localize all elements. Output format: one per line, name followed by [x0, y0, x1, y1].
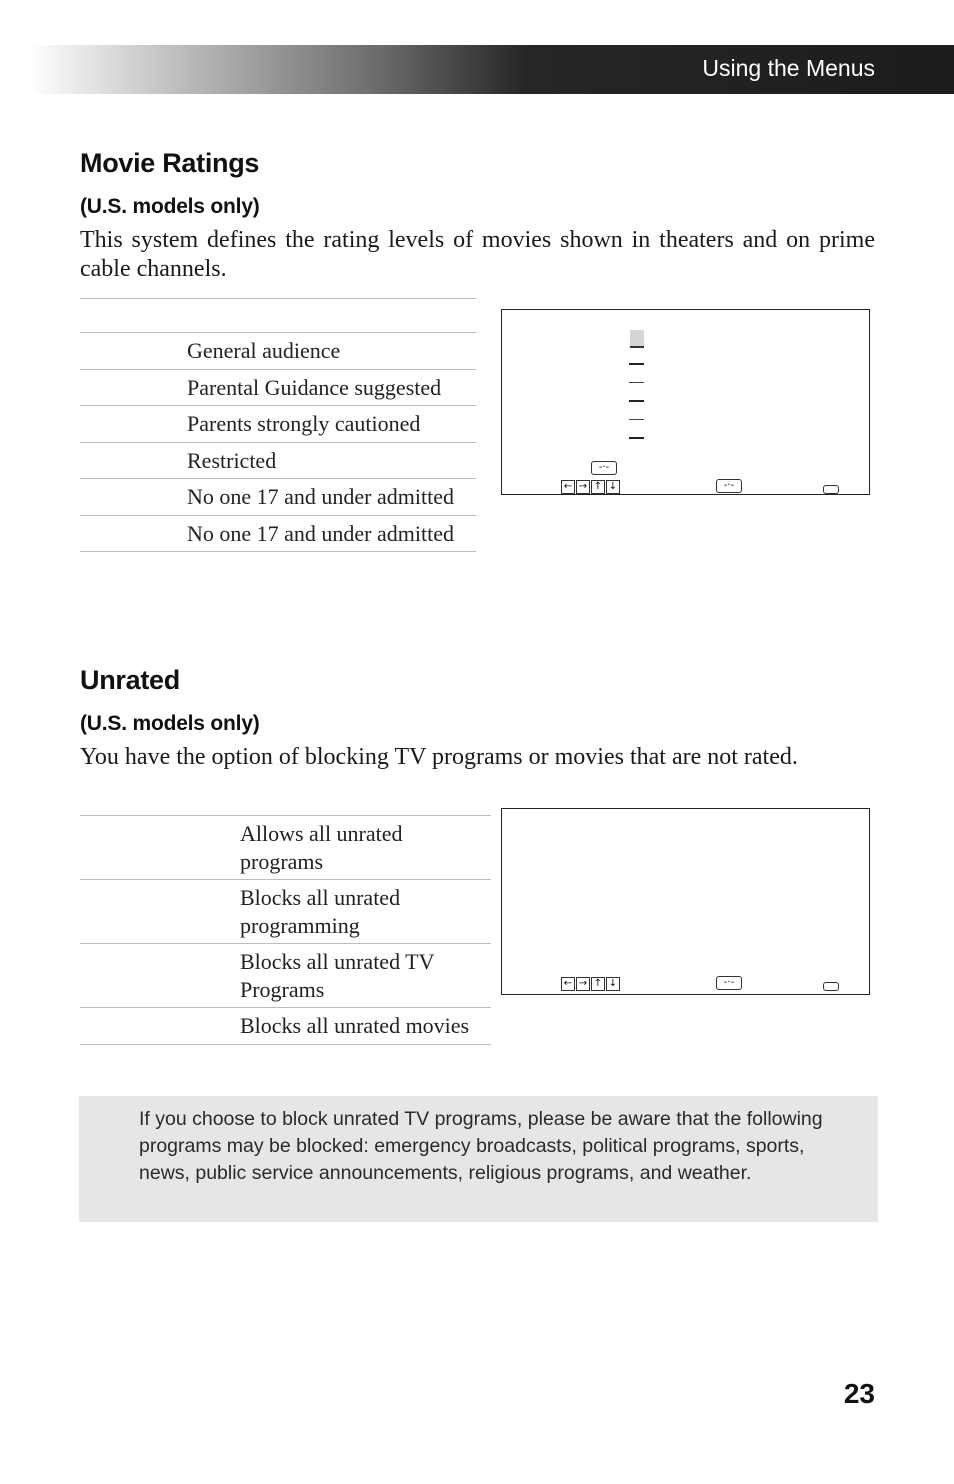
rating-code — [80, 442, 187, 479]
table-row — [80, 442, 476, 479]
table-row — [80, 944, 491, 1008]
page-number: 23 — [843, 1378, 875, 1409]
header-bar — [0, 45, 954, 94]
rating-option-line — [629, 382, 644, 383]
navigation-keys — [561, 977, 620, 991]
option-name — [80, 944, 240, 1008]
rating-option-line — [629, 437, 644, 439]
note-text: If you choose to block unrated TV programs, please be aware that the following programs may be blocked: emergency broadcasts, political programs, sports, news, public service announcements, religious programs, and weather. — [139, 1108, 823, 1184]
option-description: Allows all unrated programs — [240, 816, 491, 880]
rating-option-line — [629, 363, 644, 365]
rating-code — [80, 479, 187, 516]
table-header-row — [80, 299, 476, 333]
unrated-heading: Unrated — [80, 665, 180, 695]
option-description: Blocks all unrated TV Programs — [240, 944, 491, 1008]
movie-ratings-heading: Movie Ratings — [80, 148, 260, 178]
table-row — [80, 1008, 491, 1045]
right-arrow-icon: → — [576, 977, 590, 991]
left-arrow-icon: ← — [561, 480, 575, 494]
rating-code — [80, 515, 187, 552]
table-row — [80, 406, 476, 443]
table-row — [80, 369, 476, 406]
header-title: Using the Menus — [702, 55, 875, 81]
navigation-keys — [561, 480, 620, 494]
enter-icon: -·- — [716, 976, 742, 990]
option-name — [80, 880, 240, 944]
rating-option-line — [629, 400, 644, 402]
selection-cursor — [630, 330, 644, 348]
rating-description: Parental Guidance suggested — [187, 369, 476, 406]
exit-icon — [823, 982, 839, 991]
left-arrow-icon: ← — [561, 977, 575, 991]
up-arrow-icon: ↑ — [591, 480, 605, 494]
table-row — [80, 515, 476, 552]
option-description: Blocks all unrated programming — [240, 880, 491, 944]
movie-ratings-menu-screen — [501, 309, 870, 495]
movie-ratings-table — [80, 298, 476, 552]
up-arrow-icon: ↑ — [591, 977, 605, 991]
rating-description: Restricted — [187, 442, 476, 479]
exit-icon — [823, 485, 839, 494]
option-description: Blocks all unrated movies — [240, 1008, 491, 1045]
movie-ratings-subheading: (U.S. models only) — [80, 195, 260, 218]
rating-description: Parents strongly cautioned — [187, 406, 476, 443]
right-arrow-icon: → — [576, 480, 590, 494]
unrated-description: You have the option of blocking TV programs or movies that are not rated. — [80, 744, 798, 770]
enter-icon: -·- — [716, 479, 742, 493]
rating-code — [80, 369, 187, 406]
down-arrow-icon: ↓ — [606, 480, 620, 494]
unrated-subheading: (U.S. models only) — [80, 712, 260, 735]
note-box — [79, 1096, 878, 1222]
down-arrow-icon: ↓ — [606, 977, 620, 991]
unrated-table — [80, 815, 491, 1045]
rating-code — [80, 406, 187, 443]
option-name — [80, 1008, 240, 1045]
table-row — [80, 333, 476, 370]
rating-code — [80, 333, 187, 370]
table-row — [80, 816, 491, 880]
rating-description: No one 17 and under admitted — [187, 515, 476, 552]
table-row — [80, 479, 476, 516]
option-name — [80, 816, 240, 880]
enter-icon: -·- — [591, 461, 617, 475]
unrated-menu-screen — [501, 808, 870, 995]
movie-ratings-description: This system defines the rating levels of movies shown in theaters and on prime cable channels. — [80, 227, 875, 282]
table-row — [80, 880, 491, 944]
rating-description: General audience — [187, 333, 476, 370]
rating-option-line — [629, 419, 644, 420]
rating-description: No one 17 and under admitted — [187, 479, 476, 516]
